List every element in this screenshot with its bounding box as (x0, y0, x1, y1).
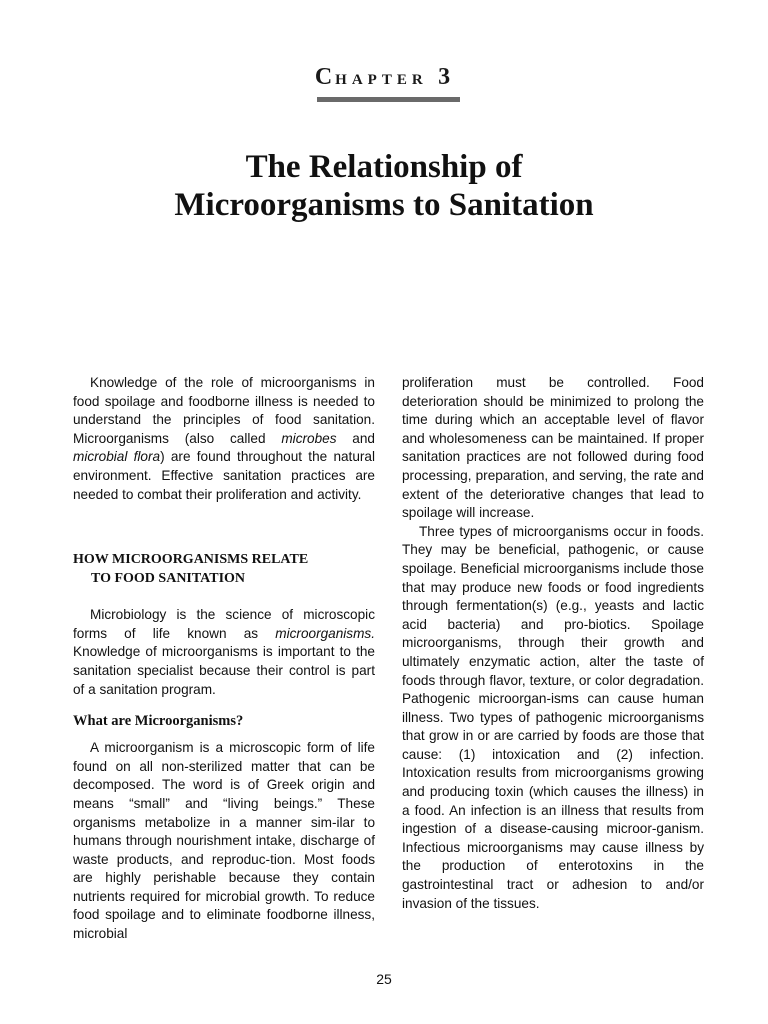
subsection-heading: What are Microorganisms? (73, 713, 244, 730)
types-paragraph: Three types of microorganisms occur in foods. They may be beneficial, pathogenic, or cause spoilage. Beneficial microorganisms include those that may produce new foods or food ingredients through fermentation(s) (e.g., yeasts and lactic acid bacteria) and pro-biotics. Spoilage microorganisms, through their growth and ultimately enzymatic action, alter the taste of foods through flavor, texture, or color degradation. Pathogenic microorgan-isms can cause human illness. Two types of pathogenic microorganisms that grow in or are carried by foods are those that cause: (1) intoxication and (2) infection. Intoxication results from microorganisms growing and producing toxin (which causes the illness) in a food. An infection is an illness that results from ingestion of a disease-causing microor-ganism. Infectious microorganisms may cause illness by the production of enterotoxins in the gastrointestinal tract or adhesion to and/or invasion of the tissues. (402, 523, 704, 911)
chapter-label-word: HAPTER (335, 72, 428, 88)
section-heading (73, 550, 375, 588)
microbiology-paragraph (73, 606, 375, 699)
intro-paragraph (73, 374, 375, 504)
page-number: 25 (376, 971, 392, 987)
section-heading-line1: HOW MICROORGANISMS RELATE (73, 552, 309, 568)
continuation-paragraph: proliferation must be controlled. Food deterioration should be minimized to prolong the time during which an acceptable level of flavor and wholesomeness can be maintained. If proper sanitation practices are not followed during food processing, preparation, and serving, the rate and extent of the deteriorative changes that lead to spoilage will increase. (402, 375, 704, 521)
intro-text-2: and (336, 430, 375, 446)
left-column (73, 374, 375, 944)
intro-text-1: Knowledge of the role of microorganisms in food spoilage and foodborne illness is needed to understand the principles of food sanitation. Microorganisms (also called (73, 375, 375, 446)
section-heading-line2: TO FOOD SANITATION (91, 571, 246, 587)
chapter-rule (317, 97, 460, 102)
microbiology-text-1: Microbiology is the science of microscopic forms of life known as (73, 607, 375, 641)
page-title (0, 148, 768, 224)
chapter-label (0, 64, 768, 91)
term-microbial-flora: microbial flora (73, 449, 161, 465)
page-title-line2: Microorganisms to Sanitation (174, 187, 594, 223)
term-microbes: microbes (281, 430, 337, 446)
chapter-number: 3 (438, 64, 454, 90)
intro-text-3: ) are found throughout the natural environment. Effective sanitation practices are needed to combat their proliferation and activity. (73, 449, 376, 502)
right-column (402, 374, 704, 913)
term-microorganisms: microorganisms. (275, 625, 375, 641)
page-title-line1: The Relationship of (245, 149, 523, 185)
chapter-label-initial: C (314, 64, 336, 90)
microbiology-text-2: Knowledge of microorganisms is important to the sanitation specialist because their control is part of a sanitation program. (73, 644, 375, 697)
definition-paragraph: A microorganism is a microscopic form of life found on all non-sterilized matter that can be decomposed. The word is of Greek origin and means “small” and “living beings.” These organisms metabolize in a manner sim-ilar to humans through nourishment intake, discharge of waste products, and reproduc-tion. Most foods are highly perishable because they contain nutrients required for microbial growth. To reduce food spoilage and to eliminate foodborne illness, microbial (73, 740, 375, 942)
